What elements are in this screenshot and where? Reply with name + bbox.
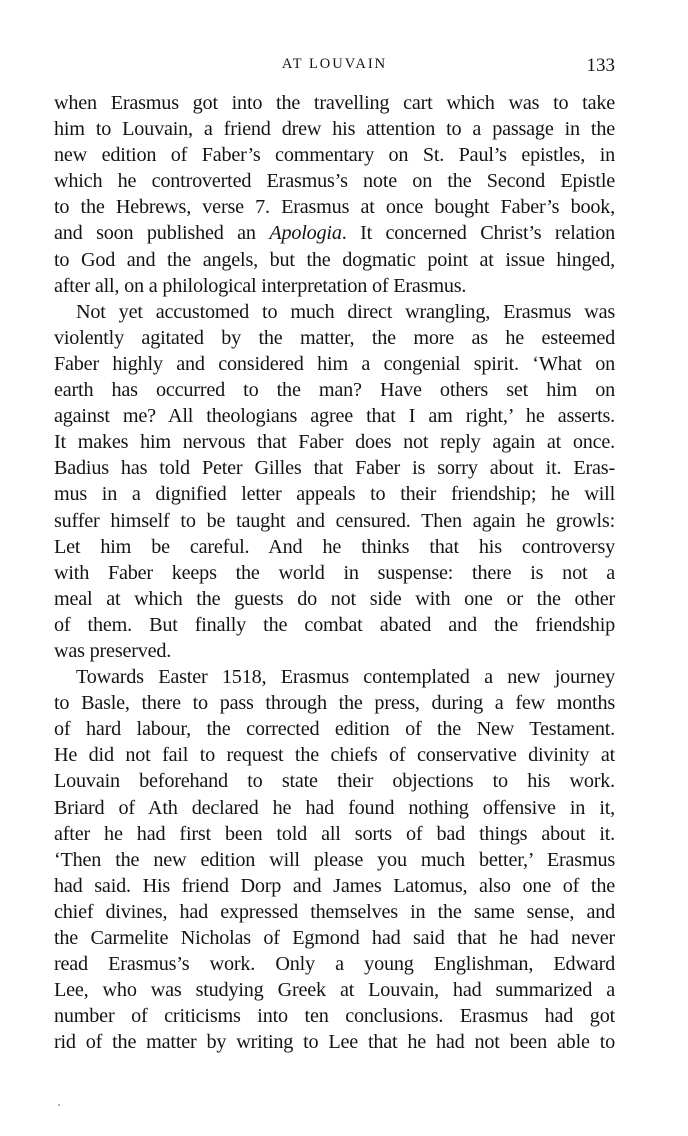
text-line: meal at which the guests do not side with one or the other — [54, 587, 615, 610]
text-line: rid of the matter by writing to Lee that he had not been able to — [54, 1031, 615, 1054]
text-line: suffer himself to be taught and censured. Then again he growls: — [54, 509, 615, 532]
text-line: earth has occurred to the man? Have others set him on — [54, 379, 615, 402]
text-line: after all, on a philological interpretation of Erasmus. — [54, 274, 467, 297]
text-line: number of criticisms into ten conclusions. Erasmus had got — [54, 1005, 615, 1028]
text-line: violently agitated by the matter, the more as he esteemed — [54, 326, 615, 349]
text-line: Not yet accustomed to much direct wrangling, Erasmus was — [76, 300, 615, 323]
text-line: of them. But finally the combat abated and the friendship — [54, 613, 615, 636]
text-line: to the Hebrews, verse 7. Erasmus at once bought Faber’s book, — [54, 196, 615, 219]
text-line: had said. His friend Dorp and James Latomus, also one of the — [54, 874, 615, 897]
text-line: the Carmelite Nicholas of Egmond had said that he had never — [54, 927, 615, 949]
text-line: ‘Then the new edition will please you much better,’ Erasmus — [54, 848, 615, 871]
text-line: when Erasmus got into the travelling cart which was to take — [54, 92, 615, 114]
text-line: Let him be careful. And he thinks that his controversy — [54, 535, 615, 558]
text-line: which he controverted Erasmus’s note on the Second Epistle — [54, 170, 615, 193]
text-line: Towards Easter 1518, Erasmus contemplated a new journey — [76, 666, 615, 689]
text-line: Badius has told Peter Gilles that Faber is sorry about it. Eras- — [54, 457, 615, 480]
text-line: him to Louvain, a friend drew his attention to a passage in the — [54, 118, 615, 141]
paragraph — [54, 664, 615, 1055]
text-line: It makes him nervous that Faber does not reply again at once. — [54, 431, 615, 454]
text-line: new edition of Faber’s commentary on St. Paul’s epistles, in — [54, 144, 615, 167]
page-number: 133 — [586, 55, 615, 76]
text-line: of hard labour, the corrected edition of the New Testament. — [54, 718, 615, 741]
text-line: to Basle, there to pass through the press, during a few months — [54, 692, 615, 715]
text-line: Faber highly and considered him a congenial spirit. ‘What on — [54, 352, 615, 375]
text-line: after he had first been told all sorts of bad things about it. — [54, 822, 615, 845]
running-head — [54, 56, 615, 80]
body-text — [54, 90, 615, 1055]
running-title: AT LOUVAIN — [281, 56, 388, 72]
text-line: chief divines, had expressed themselves in the same sense, and — [54, 900, 615, 923]
paragraph — [54, 90, 615, 299]
scan-speck — [58, 1104, 60, 1106]
text-line: against me? All theologians agree that I am right,’ he asserts. — [54, 405, 615, 428]
text-line: mus in a dignified letter appeals to their friendship; he will — [54, 483, 615, 506]
text-line: and soon published an Apologia. It concerned Christ’s relation — [54, 222, 615, 245]
text-line: Briard of Ath declared he had found nothing offensive in it, — [54, 796, 615, 819]
text-line: Lee, who was studying Greek at Louvain, had summarized a — [54, 979, 615, 1002]
text-line: Louvain beforehand to state their objections to his work. — [54, 770, 615, 793]
paragraph — [54, 299, 615, 664]
text-line: to God and the angels, but the dogmatic point at issue hinged, — [54, 248, 615, 271]
text-line: He did not fail to request the chiefs of conservative divinity at — [54, 744, 615, 767]
text-line: with Faber keeps the world in suspense: there is not a — [54, 561, 615, 584]
text-line: was preserved. — [54, 639, 172, 662]
text-line: read Erasmus’s work. Only a young Englishman, Edward — [54, 953, 615, 976]
